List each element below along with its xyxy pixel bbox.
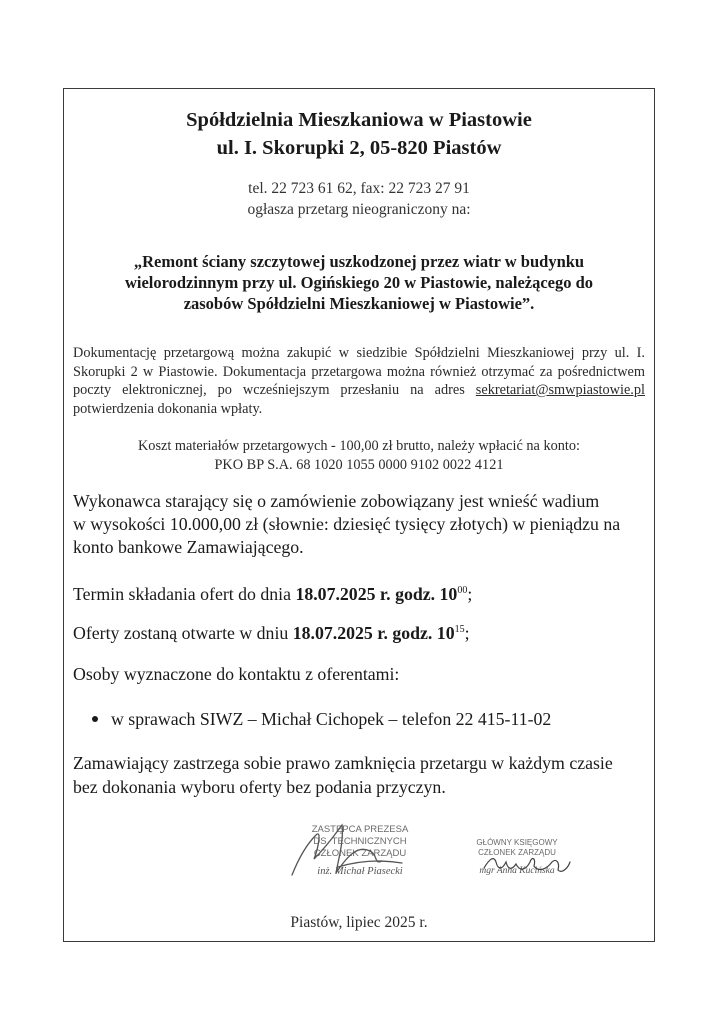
submission-deadline — [73, 583, 472, 606]
tender-subject-line-3: zasobów Spółdzielni Mieszkaniowej w Piastowie”. — [183, 294, 535, 313]
reservation-line-2: bez dokonania wyboru oferty bez podania przyczyn. — [73, 777, 446, 797]
deadline-end: ; — [467, 584, 473, 604]
tender-subject-line-2: wielorodzinnym przy ul. Ogińskiego 20 w Piastowie, należącego do — [124, 273, 594, 292]
left-signatory-name: inż. Michał Piasecki — [317, 866, 403, 877]
deadline-date: 18.07.2025 r. godz. 10 — [295, 584, 458, 604]
cooperative-address: ul. I. Skorupki 2, 05-820 Piastów — [216, 137, 502, 159]
left-stamp-line-1: ZASTĘPCA PREZESA — [311, 824, 409, 835]
documentation-paragraph — [73, 344, 645, 418]
left-stamp-line-3: CZŁONEK ZARZĄDU — [313, 848, 407, 859]
right-handwritten-signature — [476, 848, 576, 880]
deadline-label: Termin składania ofert do dnia — [73, 584, 291, 604]
contact-person: w sprawach SIWZ – Michał Cichopek – telefon 22 415-11-02 — [111, 709, 552, 729]
documentation-text: Dokumentację przetargową można zakupić w siedzibie Spółdzielni Mieszkaniowej przy ul. I. Skorupki 2 w Piastowie. Dokumentacja przetargowa można również otrzymać za pośrednictwem poczty elektronicznej, po wcześniejszym przesłaniu na adres — [73, 345, 645, 398]
deposit-line-3: konto bankowe Zamawiającego. — [73, 537, 304, 557]
reservation-line-1: Zamawiający zastrzega sobie prawo zamknięcia przetargu w każdym czasie — [73, 753, 613, 773]
right-stamp-line-1: GŁÓWNY KSIĘGOWY — [476, 838, 558, 847]
opening-datetime: 18.07.2025 r. godz. 10 — [292, 623, 455, 643]
bank-account: PKO BP S.A. 68 1020 1055 0000 9102 0022 4121 — [214, 457, 504, 473]
left-handwritten-signature — [278, 815, 428, 885]
fee-line: Koszt materiałów przetargowych - 100,00 zł brutto, należy wpłacić na konto: — [137, 438, 580, 454]
place-and-date: Piastów, lipiec 2025 r. — [290, 914, 428, 931]
cooperative-name: Spółdzielnia Mieszkaniowa w Piastowie — [186, 109, 532, 131]
email-link[interactable]: sekretariat@smwpiastowie.pl — [475, 382, 645, 398]
opening-end: ; — [464, 623, 470, 643]
left-stamp-line-2: DS. TECHNICZNYCH — [313, 836, 407, 847]
right-stamp-line-2: CZŁONEK ZARZĄDU — [478, 848, 556, 857]
opening-date — [73, 622, 470, 645]
deadline-minutes: 00 — [457, 585, 468, 596]
announcement-line: ogłasza przetarg nieograniczony na: — [247, 201, 471, 218]
right-signatory-name: mgr Anna Kucińska — [479, 866, 555, 876]
opening-label: Oferty zostaną otwarte w dniu — [73, 623, 289, 643]
deposit-line-1: Wykonawca starający się o zamówienie zobowiązany jest wnieść wadium — [73, 491, 600, 511]
contact-list-item — [92, 708, 551, 731]
tender-subject-line-1: „Remont ściany szczytowej uszkodzonej przez wiatr w budynku — [133, 252, 585, 271]
contacts-label: Osoby wyznaczone do kontaktu z oferentami: — [73, 664, 400, 684]
documentation-text-end: potwierdzenia dokonania wpłaty. — [73, 400, 263, 417]
bullet-icon — [92, 716, 98, 722]
phone-fax: tel. 22 723 61 62, fax: 22 723 27 91 — [248, 180, 470, 197]
opening-minutes: 15 — [454, 624, 465, 635]
deposit-line-2: w wysokości 10.000,00 zł (słownie: dziesięć tysięcy złotych) w pieniądzu na — [73, 514, 621, 534]
